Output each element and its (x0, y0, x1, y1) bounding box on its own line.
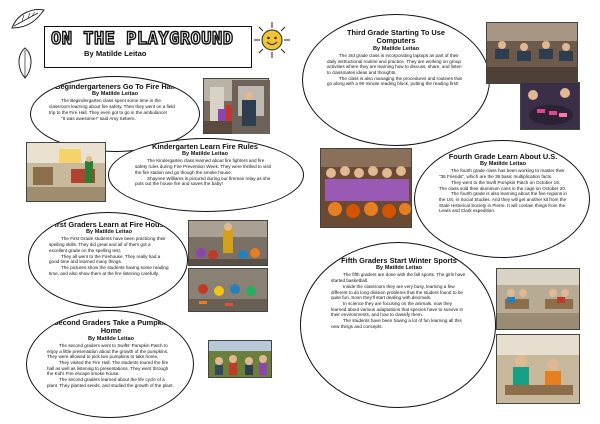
page-title: ON THE PLAYGROUND (51, 29, 234, 49)
article-byline: By Matilde Leitao (181, 151, 228, 158)
photo-firetruck (232, 80, 270, 134)
article-third-grade (302, 14, 490, 146)
article-paragraph: "It was awesome!" said Amy Sebern. (61, 115, 136, 121)
article-paragraph: In science they are focusing on the animals. now they learned about various adaptations that species have to survive in their environments, and how to classify them. (331, 300, 464, 318)
sun-icon (252, 20, 292, 60)
article-paragraph: The second graders learned about the life cycle of a plant. They planted seeds, and studied the growth of the plant. (47, 377, 174, 388)
article-paragraph: The First Grade students have been practicing their spelling skills. They did great and all of them got a excellent grade on the spelling test. (49, 236, 166, 253)
article-paragraph: Shaynee Williams is pictured during our fireman relay as she puts out the house fire and saves the baby! (135, 175, 271, 187)
article-paragraph: Inside the classroom they are very busy, learning a few different to do long division problems that the student found to be quite fun. Soon they'll start dealing with decimals. (331, 283, 463, 301)
article-fifth-grade (300, 242, 496, 408)
photo-third-grade-group (520, 82, 580, 130)
masthead (44, 26, 252, 68)
article-paragraph: They visited the Fire Hall. The students toured the fire hall as well as listening to presentations. They went through the Kid's Fire escape smoke house. (47, 359, 169, 377)
photo-fifth-grade-desk (496, 334, 580, 404)
masthead-byline: By Matilde Leitao (84, 49, 147, 58)
article-paragraph: The pictures show the students having some reading time, and also show them at the fire listening carefully. (49, 264, 169, 276)
article-paragraph: They went to the Swift Pumpkin Patch on October 19. The class sold their aluminum cans in the cage on October 20. (439, 179, 567, 191)
photo-firehouse-listening (188, 220, 268, 266)
article-heading: Third Grade Starting To Use Computers (346, 28, 445, 46)
article-paragraph: The fourth grade is also learning about the five regions in the US, in Social Studies. And they will get another kit from the State Historical Society in Pierre. It will contain things from the Lewis and Clark expedition. (439, 191, 567, 214)
article-paragraph: The fifth graders are done with the fall sports. The girls have started basketball. (331, 272, 466, 284)
article-paragraph: The Kindergarten class learned about fire fighters and fire safety rules during Fire Prevention Week. They were thrilled to visit the fire station and go though the smoke house. (135, 158, 271, 175)
article-heading: First Graders Learn at Fire House (50, 220, 168, 229)
article-second-grade (26, 310, 194, 418)
article-byline: By Matilde Leitao (85, 229, 132, 236)
article-first-grade (28, 212, 188, 308)
article-byline: By Matilde Leitao (87, 335, 134, 342)
article-paragraph: The Begindergarten class spent some time in the classroom learning about fire safety. Then they went on a field trip to the Fire Hall. They even got to go in the ambulance! (49, 98, 175, 115)
article-byline: By Matilde Leitao (372, 45, 419, 52)
photo-firehouse-reading (188, 268, 268, 312)
article-heading: Second Graders Take a Pumpkin Home (53, 318, 169, 336)
article-heading: Fifth Graders Start Winter Sports (341, 256, 457, 265)
photo-fifth-grade-classroom (496, 268, 580, 330)
article-paragraph: They all went to the Firehouse. They really had a good time and learned many things. (49, 253, 161, 265)
photo-fourth-grade-pumpkins (320, 148, 412, 228)
photo-kindergarten-classroom (26, 142, 106, 202)
article-byline: By Matilde Leitao (91, 91, 138, 98)
photo-third-grade-laptops (486, 22, 578, 84)
photo-pumpkin-patch (208, 340, 272, 378)
article-kindergarten (108, 138, 304, 212)
article-heading: Fourth Grade Learn About U.S. (448, 152, 558, 161)
leaf-doodle-icon (14, 46, 36, 80)
article-byline: By Matilde Leitao (375, 265, 422, 272)
article-paragraph: The fourth grade class has been working to master their "36 Friends", which are the 36 basic multiplication facts. (439, 168, 565, 180)
article-paragraph: The second graders went to Swifts' Pumpkin Patch to enjoy a little presentation about the growth of the pumpkins. They were allowed to pick two pumpkins to take home. (47, 342, 169, 360)
article-heading: Kindergarten Learn Fire Rules (152, 142, 258, 151)
article-paragraph: The students have been having a lot of fun learning all this new things and concepts. (331, 318, 462, 329)
article-paragraph: The class is also managing the procedures and routines that go along with a 90 minute reading block, putting the reading first! (327, 75, 462, 87)
article-paragraph: The 3rd grade class is incorporating laptops as part of their daily instructional routine and practice. They are working on group activities where they are learning how to discuss, share, and listen to classmates ideas and thoughts. (327, 52, 462, 75)
article-heading: Begindergarteners Go To Fire Hall (55, 82, 175, 91)
article-byline: By Matilde Leitao (479, 161, 526, 168)
article-fourth-grade (414, 140, 590, 258)
